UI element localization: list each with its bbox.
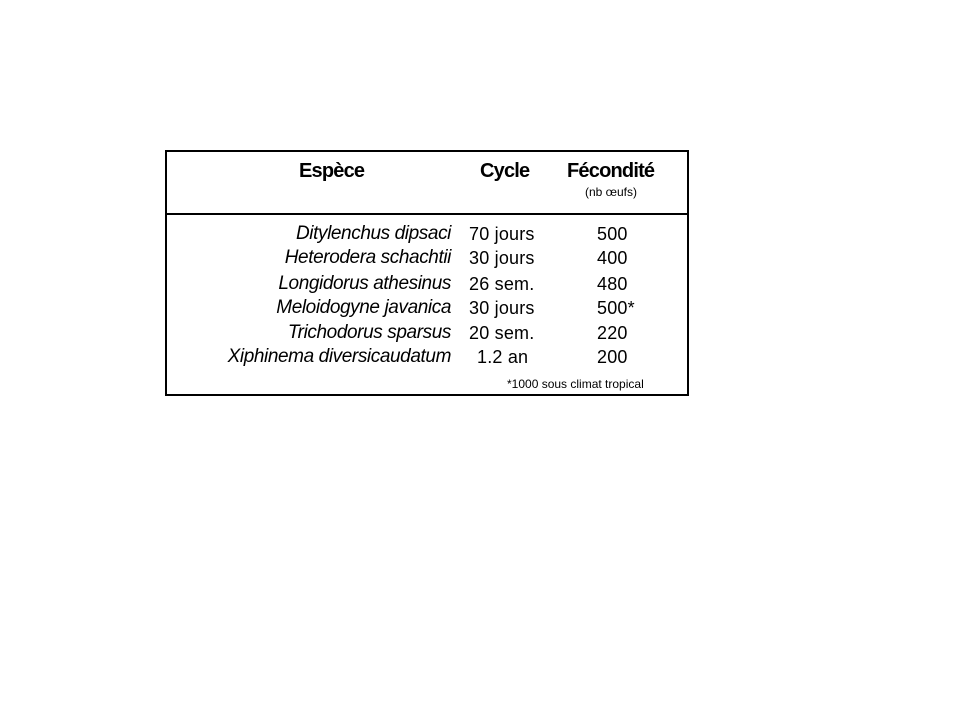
header-species: Espèce <box>299 160 365 182</box>
species-name: Ditylenchus dipsaci <box>295 223 451 244</box>
cycle-value: 20 sem. <box>469 323 535 343</box>
header-cycle: Cycle <box>480 160 530 182</box>
table-row <box>167 322 689 346</box>
species-name: Longidorus athesinus <box>278 273 451 294</box>
header-fecundity: Fécondité <box>567 160 655 182</box>
table-footnote: *1000 sous climat tropical <box>507 377 644 391</box>
species-name: Xiphinema diversicaudatum <box>227 346 451 367</box>
cycle-value: 30 jours <box>469 248 535 268</box>
table-row <box>167 223 689 247</box>
cycle-value: 70 jours <box>469 224 535 244</box>
cycle-value: 26 sem. <box>469 274 535 294</box>
species-name: Heterodera schachtii <box>284 247 451 268</box>
table-row <box>167 273 689 297</box>
header-fecundity-unit: (nb œufs) <box>585 185 638 199</box>
table-row <box>167 247 689 271</box>
fecundity-value: 500 <box>597 224 628 244</box>
fecundity-value: 500* <box>597 298 635 318</box>
table-row <box>167 297 689 321</box>
fecundity-value: 220 <box>597 323 628 343</box>
header-divider <box>167 213 689 215</box>
species-name: Trichodorus sparsus <box>287 322 451 343</box>
fecundity-value: 480 <box>597 274 628 294</box>
cycle-value: 1.2 an <box>477 347 529 367</box>
species-name: Meloidogyne javanica <box>276 297 451 318</box>
table-row <box>167 346 689 370</box>
cycle-value: 30 jours <box>469 298 535 318</box>
fecundity-value: 400 <box>597 248 628 268</box>
nematode-table <box>165 150 689 396</box>
fecundity-value: 200 <box>597 347 628 367</box>
